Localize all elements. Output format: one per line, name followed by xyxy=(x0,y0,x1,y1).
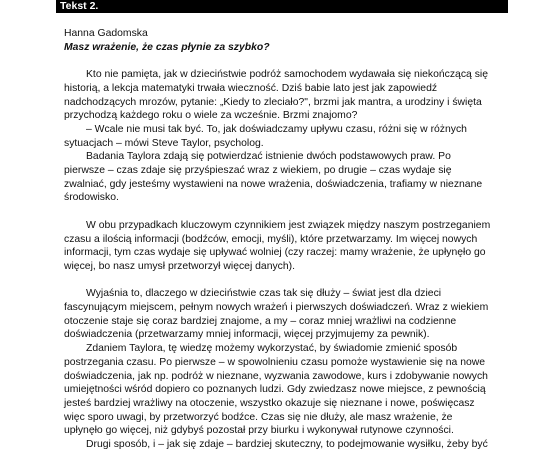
text-line: Kto nie pamięta, jak w dzieciństwie podróż samochodem wydawała się niekończącą się xyxy=(86,69,488,81)
text-line: środowisko. xyxy=(64,192,119,204)
article-author: Hanna Gadomska xyxy=(64,28,148,39)
text-line: więcej, bo nasz umysł przetworzył więcej danych). xyxy=(64,260,295,272)
text-line: doświadczenia (przetwarzamy mniej informacji, więcej przyjmujemy za pewnik). xyxy=(64,329,430,341)
text-line: Drugi sposób, i – jak się zdaje – bardziej skuteczny, to podejmowanie wysiłku, żeby być xyxy=(86,439,488,451)
text-line: czasu a ilością informacji (bodźców, emocji, myśli), które przetwarzamy. Im więcej nowych xyxy=(64,233,478,245)
text-line: sytuacjach – mówi Steve Taylor, psycholog. xyxy=(64,137,264,149)
section-header xyxy=(56,0,508,13)
paragraph xyxy=(64,219,491,274)
paragraph xyxy=(64,68,488,205)
text-line: Zdaniem Taylora, tę wiedzę możemy wykorzystać, by świadomie zmienić sposób xyxy=(86,343,458,355)
text-line: umiejętności wśród dopiero co poznanych ludzi. Gdy zwiedzasz nowe miejsce, z pewnością xyxy=(64,384,486,396)
text-line: doświadczenia, jak np. podróż w nieznane, wyzwania zawodowe, kurs i zdobywanie nowych xyxy=(64,370,488,382)
text-line: fascynującym miejscem, pełnym nowych wrażeń i pierwszych doświadczeń. Wraz z wiekiem xyxy=(64,302,489,314)
text-line: przychodzą każdego roku o wiele za wcześnie. Brzmi znajomo? xyxy=(64,110,358,122)
text-line: więc sporo uwagi, by przetworzyć bodźce. Czas się nie dłuży, ale masz wrażenie, że xyxy=(64,411,453,423)
text-line: zwalniać, gdy jesteśmy wystawieni na nowe wrażenia, doświadczenia, trafiamy w nieznane xyxy=(64,178,483,190)
text-line: nadchodzących mrozów, pytanie: „Kiedy to zleciało?", brzmi jak mantra, a urodziny i święta xyxy=(64,96,482,108)
text-line: informacji, tym czas wydaje się upływać wolniej (czy raczej: mamy wrażenie, że upłynęło go xyxy=(64,247,486,259)
text-line: – Wcale nie musi tak być. To, jak doświadczamy upływu czasu, różni się w różnych xyxy=(86,123,467,135)
text-line: W obu przypadkach kluczowym czynnikiem jest związek między naszym postrzeganiem xyxy=(86,219,491,231)
text-line: Wyjaśnia to, dlaczego w dzieciństwie czas tak się dłuży – świat jest dla dzieci xyxy=(86,288,442,300)
article xyxy=(64,27,491,465)
text-line: otoczenie staje się coraz bardziej znajome, a my – coraz mniej wrażliwi na codzienne xyxy=(64,315,457,327)
paragraph xyxy=(64,287,489,451)
article-title: Masz wrażenie, że czas płynie za szybko? xyxy=(64,41,270,53)
text-line: pierwsze – czas zdaje się przyśpieszać wraz z wiekiem, po drugie – czas wydaje się xyxy=(64,165,452,177)
article-body xyxy=(64,68,491,452)
text-line: jesteś bardziej wrażliwy na otoczenie, wszystko okazuje się nieznane i nowe, poświęcasz xyxy=(64,397,475,409)
text-line: Badania Taylora zdają się potwierdzać istnienie dwóch podstawowych praw. Po xyxy=(86,151,451,163)
section-header-label: Tekst 2. xyxy=(60,0,99,12)
text-line: postrzegania czasu. Po pierwsze – w spowolnieniu czasu pomoże wystawienie się na nowe xyxy=(64,356,486,368)
text-line: upłynęło go więcej, niż gdybyś pozostał przy biurku i wykonywał rutynowe czynności. xyxy=(64,425,454,437)
text-line: historią, a lekcja matematyki trwała wieczność. Dziś babie lato jest jak zapowiedź xyxy=(64,82,438,94)
